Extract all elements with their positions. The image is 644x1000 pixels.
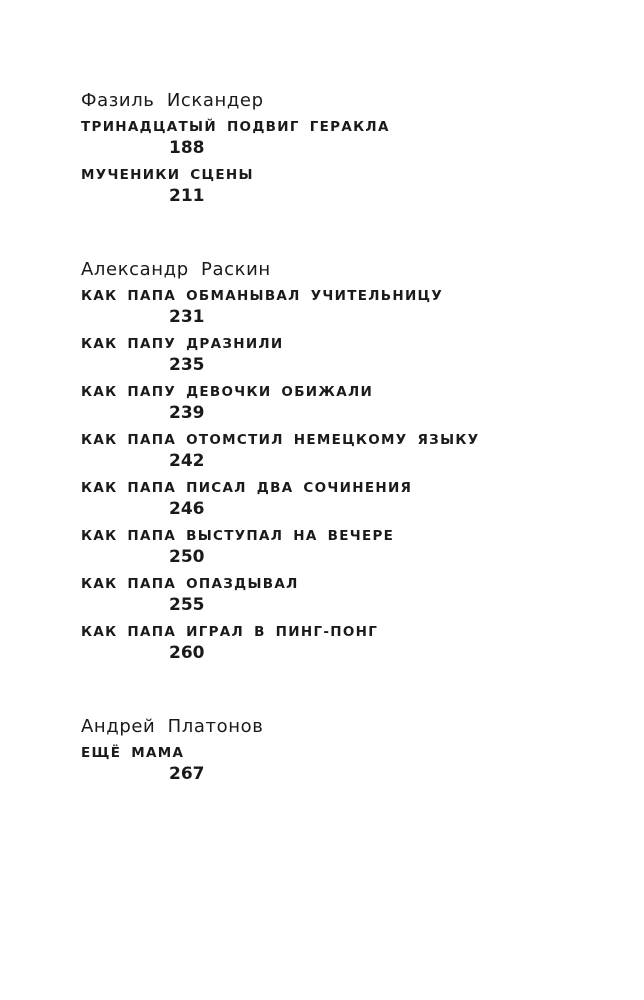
entry-title: КАК ПАПУ ДЕВОЧКИ ОБИЖАЛИ	[81, 384, 374, 400]
toc-entry[interactable]	[81, 744, 601, 785]
toc-entry[interactable]	[81, 383, 601, 424]
entry-page-number: 231	[169, 307, 205, 327]
entry-title: КАК ПАПУ ДРАЗНИЛИ	[81, 336, 284, 352]
entry-page-number: 260	[169, 643, 205, 663]
entry-page-number: 246	[169, 499, 205, 519]
entry-page-number: 211	[169, 186, 205, 206]
entry-page-number: 250	[169, 547, 205, 567]
toc-section-platonov	[81, 715, 601, 785]
toc-section-iskander	[81, 89, 601, 207]
entry-page-number: 239	[169, 403, 205, 423]
table-of-contents	[81, 89, 601, 836]
entry-page-number: 235	[169, 355, 205, 375]
entry-title: КАК ПАПА ОТОМСТИЛ НЕМЕЦКОМУ ЯЗЫКУ	[81, 432, 480, 448]
entry-title: МУЧЕНИКИ СЦЕНЫ	[81, 167, 254, 183]
author-name: Александр Раскин	[81, 259, 271, 280]
entry-title: КАК ПАПА ОБМАНЫВАЛ УЧИТЕЛЬНИЦУ	[81, 288, 444, 304]
toc-entry[interactable]	[81, 575, 601, 616]
entry-page-number: 188	[169, 138, 205, 158]
toc-entry[interactable]	[81, 287, 601, 328]
toc-entry[interactable]	[81, 335, 601, 376]
entry-title: КАК ПАПА ВЫСТУПАЛ НА ВЕЧЕРЕ	[81, 528, 395, 544]
entry-page-number: 267	[169, 764, 205, 784]
entry-title: ЕЩЁ МАМА	[81, 745, 185, 761]
toc-entry[interactable]	[81, 166, 601, 207]
entry-title: ТРИНАДЦАТЫЙ ПОДВИГ ГЕРАКЛА	[81, 119, 390, 135]
entry-title: КАК ПАПА ПИСАЛ ДВА СОЧИНЕНИЯ	[81, 480, 413, 496]
toc-section-raskin	[81, 258, 601, 664]
entry-title: КАК ПАПА ИГРАЛ В ПИНГ-ПОНГ	[81, 624, 379, 640]
entry-page-number: 255	[169, 595, 205, 615]
toc-entry[interactable]	[81, 431, 601, 472]
author-name: Андрей Платонов	[81, 716, 264, 737]
toc-entry[interactable]	[81, 527, 601, 568]
entry-page-number: 242	[169, 451, 205, 471]
toc-entry[interactable]	[81, 623, 601, 664]
author-name: Фазиль Искандер	[81, 90, 264, 111]
toc-entry[interactable]	[81, 479, 601, 520]
toc-entry[interactable]	[81, 118, 601, 159]
entry-title: КАК ПАПА ОПАЗДЫВАЛ	[81, 576, 299, 592]
